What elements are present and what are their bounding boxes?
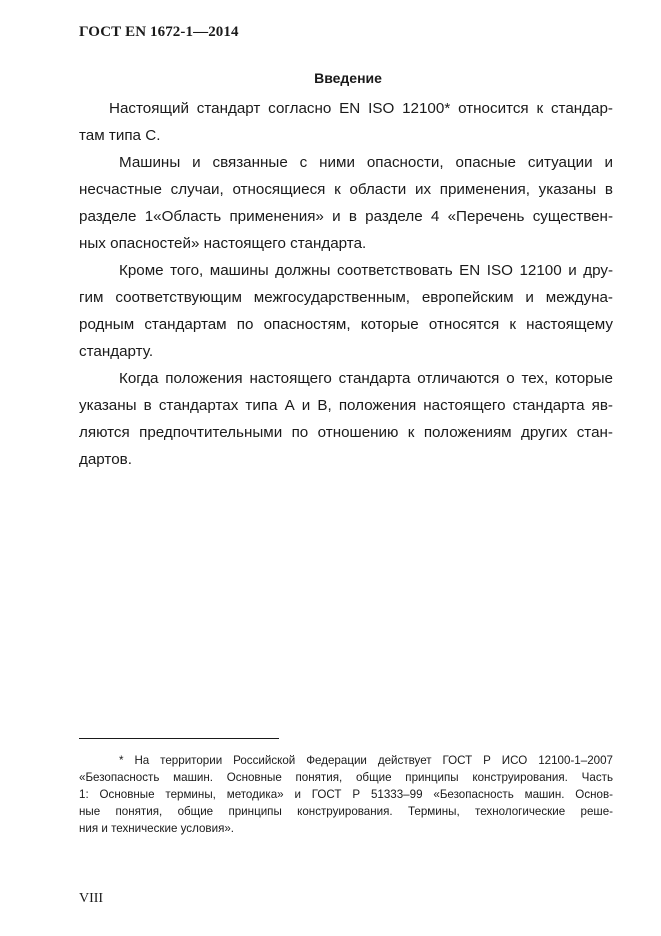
- footnote-line: «Безопасность машин. Основные понятия, общие принципы конструирования. Часть: [79, 771, 613, 784]
- text-line: там типа С.: [79, 127, 161, 144]
- document-header: ГОСТ EN 1672-1—2014: [79, 24, 239, 40]
- paragraph: [79, 149, 613, 257]
- text-line: Когда положения настоящего стандарта отличаются о тех, которые: [119, 370, 613, 387]
- body-text: [79, 95, 613, 473]
- text-line: указаны в стандартах типа А и В, положения настоящего стандарта яв-: [79, 397, 613, 414]
- paragraph: [79, 95, 613, 149]
- text-line: разделе 1«Область применения» и в разделе 4 «Перечень существен-: [79, 208, 613, 225]
- text-line: родным стандартам по опасностям, которые относятся к настоящему: [79, 316, 613, 333]
- text-line: Кроме того, машины должны соответствовать EN ISO 12100 и дру-: [119, 262, 613, 279]
- paragraph: [79, 257, 613, 365]
- footnote-line: 1: Основные термины, методика» и ГОСТ Р 51333–99 «Безопасность машин. Основ-: [79, 788, 613, 801]
- page-number: VIII: [79, 891, 104, 906]
- footnote-line: * На территории Российской Федерации действует ГОСТ Р ИСО 12100-1–2007: [119, 754, 613, 767]
- paragraph: [79, 365, 613, 473]
- text-line: ляются предпочтительными по отношению к положениям других стан-: [79, 424, 613, 441]
- footnote-line: ные понятия, общие принципы конструирования. Термины, технологические реше-: [79, 805, 613, 818]
- section-title: [0, 70, 661, 86]
- text-line: стандарту.: [79, 343, 154, 360]
- footnote-divider: [79, 738, 279, 739]
- footnote: [79, 752, 613, 837]
- footnote-line: ния и технические условия».: [79, 822, 235, 835]
- text-line: Настоящий стандарт согласно EN ISO 12100* относится к стандар-: [109, 100, 613, 117]
- text-line: дартов.: [79, 451, 132, 468]
- section-title-text: Введение: [314, 70, 382, 86]
- text-line: гим соответствующим межгосударственным, европейским и междуна-: [79, 289, 613, 306]
- text-line: несчастные случаи, относящиеся к области их применения, указаны в: [79, 181, 613, 198]
- text-line: Машины и связанные с ними опасности, опасные ситуации и: [119, 154, 613, 171]
- text-line: ных опасностей» настоящего стандарта.: [79, 235, 367, 252]
